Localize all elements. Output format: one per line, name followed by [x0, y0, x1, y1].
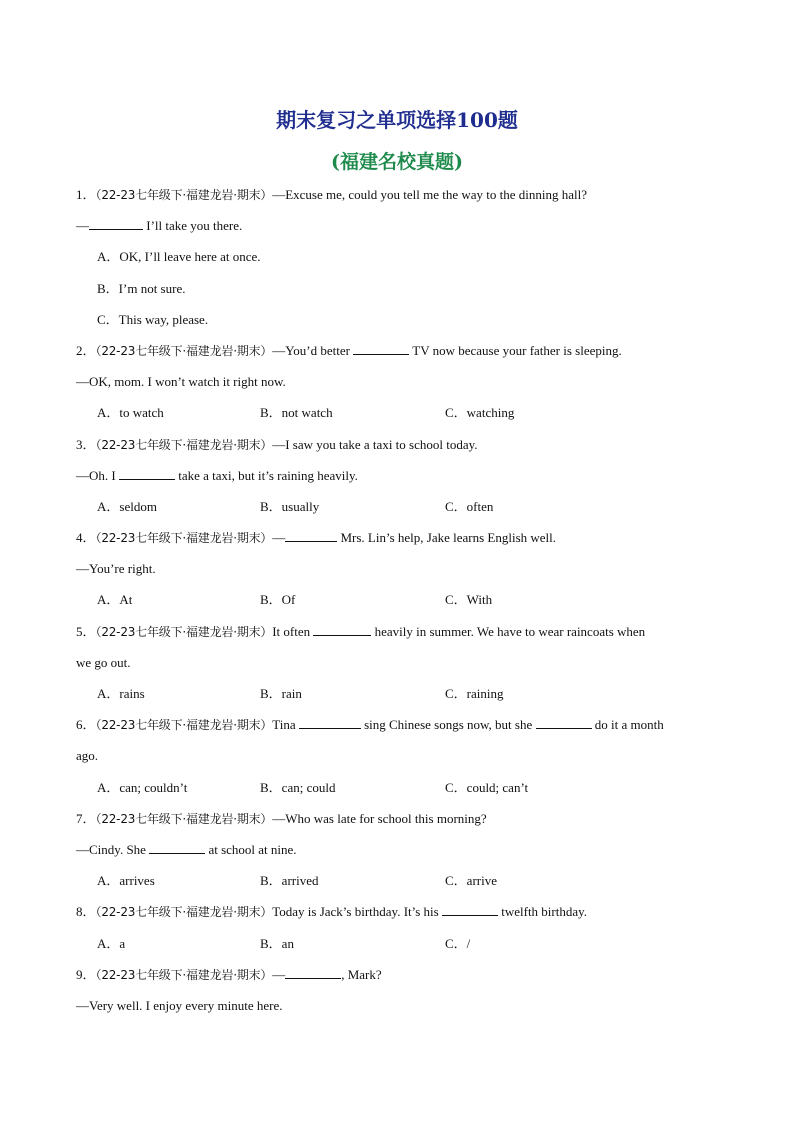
option-c[interactable]: C．/ [445, 935, 471, 951]
question-8-options [76, 933, 726, 964]
option-b[interactable]: B．not watch [260, 405, 333, 421]
option-c[interactable]: C．With [445, 592, 493, 608]
question-source: （22-23七年级下·福建龙岩·期末） [95, 188, 273, 202]
option-a[interactable]: A．a [97, 935, 126, 951]
question-3-response: —Oh. I take a taxi, but it’s raining heavily. [76, 465, 726, 496]
option-c[interactable]: C．could; can’t [445, 779, 529, 795]
question-1-option-b[interactable]: B．I’m not sure. [97, 280, 186, 296]
question-3-stem: 3．（22-23七年级下·福建龙岩·期末）—I saw you take a taxi to school today. [76, 436, 478, 452]
question-1-stem [76, 184, 726, 215]
option-c[interactable]: C．often [445, 498, 494, 514]
answer-blank[interactable] [285, 964, 341, 979]
option-b[interactable]: B．rain [260, 686, 302, 701]
answer-blank-1[interactable] [299, 714, 361, 729]
option-b[interactable]: B．Of [260, 592, 296, 608]
question-2-stem: 2．（22-23七年级下·福建龙岩·期末）—You’d better TV now because your father is sleeping. [76, 340, 726, 371]
question-5-stem: 5．（22-23七年级下·福建龙岩·期末）It often heavily in summer. We have to wear raincoats when [76, 621, 726, 652]
question-7-options [76, 870, 726, 901]
answer-blank[interactable] [353, 340, 409, 355]
option-c[interactable]: C．raining [445, 686, 504, 701]
question-4-stem: 4．（22-23七年级下·福建龙岩·期末）— Mrs. Lin’s help, Jake learns English well. [76, 527, 726, 558]
option-a[interactable]: A．can; couldn’t [97, 779, 188, 795]
option-c[interactable]: C．watching [445, 405, 515, 421]
question-4-options [76, 589, 726, 620]
question-2-response: —OK, mom. I won’t watch it right now. [76, 374, 286, 390]
question-4-response: —You’re right. [76, 561, 156, 577]
page-title: 期末复习之单项选择100题 [276, 108, 518, 132]
answer-blank[interactable] [89, 215, 143, 230]
question-9-response: —Very well. I enjoy every minute here. [76, 997, 283, 1013]
question-5-options [76, 683, 726, 714]
question-9-stem: 9．（22-23七年级下·福建龙岩·期末）— , Mark? [76, 964, 726, 995]
question-6-continuation: ago. [76, 748, 99, 764]
option-c[interactable]: C．arrive [445, 873, 497, 889]
answer-blank[interactable] [442, 901, 498, 916]
page-subtitle: (福建名校真题) [331, 151, 463, 173]
answer-blank-2[interactable] [536, 714, 592, 729]
question-1-response: — I’ll take you there. [76, 215, 726, 246]
option-b[interactable]: B．can; could [260, 779, 336, 795]
question-7-stem: 7．（22-23七年级下·福建龙岩·期末）—Who was late for school this morning? [76, 810, 487, 826]
question-5-continuation: we go out. [76, 654, 131, 670]
question-3-options [76, 496, 726, 527]
question-2-options [76, 402, 726, 433]
question-1-option-a[interactable]: A．OK, I’ll leave here at once. [97, 249, 261, 265]
answer-blank[interactable] [313, 621, 371, 636]
option-b[interactable]: B．arrived [260, 873, 319, 889]
question-6-stem: 6．（22-23七年级下·福建龙岩·期末）Tina sing Chinese songs now, but she do it a month [76, 714, 726, 745]
answer-blank[interactable] [149, 839, 205, 854]
option-a[interactable]: A．arrives [97, 873, 155, 889]
question-1-option-c[interactable]: C．This way, please. [97, 311, 209, 327]
question-6-options [76, 777, 726, 808]
question-8-stem: 8．（22-23七年级下·福建龙岩·期末）Today is Jack’s birthday. It’s his twelfth birthday. [76, 901, 726, 932]
option-a[interactable]: A．seldom [97, 498, 157, 514]
option-a[interactable]: A．to watch [97, 405, 164, 421]
option-a[interactable]: A．rains [97, 686, 145, 701]
answer-blank[interactable] [285, 527, 337, 542]
question-text: —Excuse me, could you tell me the way to the dinning hall? [272, 187, 588, 202]
question-list [76, 184, 726, 1026]
question-7-response: —Cindy. She at school at nine. [76, 839, 726, 870]
option-b[interactable]: B．usually [260, 498, 320, 514]
option-a[interactable]: A．At [97, 592, 133, 608]
question-number: 1． [76, 187, 96, 202]
option-b[interactable]: B．an [260, 935, 294, 951]
answer-blank[interactable] [119, 465, 175, 480]
